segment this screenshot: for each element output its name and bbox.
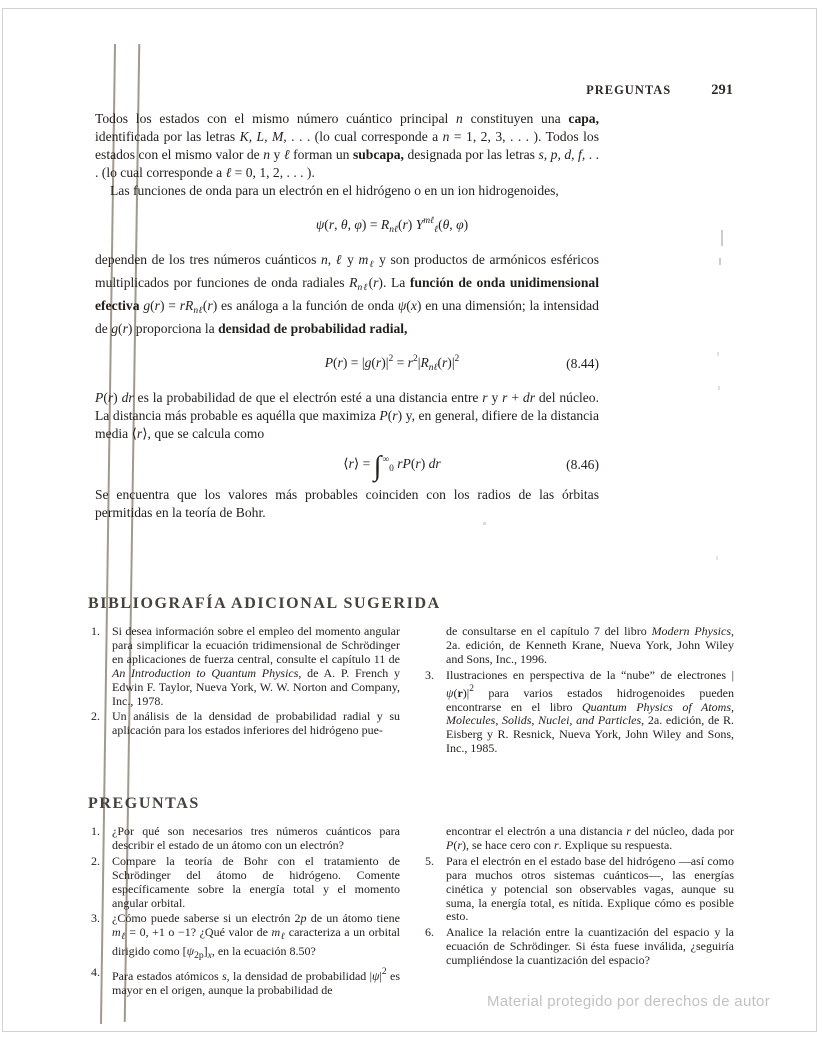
question-item: [422, 926, 734, 968]
equation-mean-radius: [95, 451, 599, 482]
item-number: 3.: [91, 911, 100, 926]
questions-right-column: [422, 825, 734, 1000]
questions-columns: [88, 825, 740, 1000]
paragraph-bohr-radii: Se encuentra que los valores más probables coinciden con los radios de las órbitas permitidas en la teoría de Bohr.: [95, 487, 599, 520]
page-number: 291: [711, 82, 733, 98]
bibliography-heading: BIBLIOGRAFÍA ADICIONAL SUGERIDA: [88, 595, 441, 612]
questions-left-column: [88, 825, 400, 1000]
bibliography-item: [88, 625, 400, 708]
item-number: 1.: [91, 824, 100, 838]
item-text: Analice la relación entre la cuantización del espacio y la ecuación de Schrödinger. Si ésta fuese inválida, ¿seguiría cumpliéndose la cuantización del espacio?: [446, 925, 734, 968]
questions-section: [88, 795, 740, 1000]
running-head: [586, 82, 733, 99]
scan-speck: [721, 230, 723, 246]
item-number: 5.: [425, 853, 434, 868]
item-text: Para estados atómicos s, la densidad de probabilidad $|\psi|^2$ es mayor en el origen, aunque la probabilidad de: [112, 967, 400, 998]
equation-radial-probability-body: $P(r) = |g(r)|^2 = r^2|R_{n\ell}(r)|^2$: [324, 354, 460, 373]
questions-heading: PREGUNTAS: [88, 795, 200, 812]
paragraph-probability-distance: P(r) dr es la probabilidad de que el electrón esté a una distancia entre r y r + dr del núcleo. La distancia más probable es aquélla que maximiza P(r) y, en general, difiere de la distancia media ⟨r⟩, que se calcula como: [95, 390, 599, 441]
item-text: ¿Cómo puede saberse si un electrón 2p de un átomo tiene $m_\ell = 0$, +1 o −1? ¿Qué valor de $m_\ell$ caracteriza a un orbital dirigido como $[\psi_{2p}]_x$, en la ecuación 8.50?: [112, 911, 401, 962]
main-text-column: [95, 110, 599, 522]
scan-speck: [716, 556, 718, 560]
bibliography-columns: [88, 625, 740, 758]
item-number: 6.: [425, 925, 434, 940]
item-text: Para el electrón en el estado base del hidrógeno —así como para muchos otros sistemas cuánticos—, las energías cinética y potencial son observables vagas, aunque su suma, la energía total, es nítida. Explique cómo es posible esto.: [446, 853, 734, 924]
question-item: [88, 912, 400, 964]
scan-speck: [718, 386, 720, 390]
equation-psi-body: ψ(r, θ, $\varphi) = R_{n\ell}(r)$ $Y^{m\ell}_\ell(\theta$, φ): [315, 216, 469, 235]
item-text: Un análisis de la densidad de probabilidad radial y su aplicación para los estados inferiores del hidrógeno pue-: [112, 709, 400, 738]
question-item: [88, 966, 400, 998]
scan-speck: [483, 522, 486, 525]
item-text: Si desea información sobre el empleo del momento angular para simplificar la ecuación tridimensional de Schrödinger en aplicaciones de fuerza central, consulte el capítulo 11 de An Introduction to Quantum Physics, de A. P. French y Edwin F. Taylor, Nueva York, W. W. Norton and Company, Inc., 1978.: [112, 624, 400, 708]
equation-number-844: (8.44): [566, 355, 599, 371]
question-item: [88, 855, 400, 911]
paragraph-shells-subshells: Todos los estados con el mismo número cuántico principal n constituyen una capa, identificada por las letras K, L, M, . . . (lo cual corresponde a n = 1, 2, 3, . . . ). Todos los estados con el mismo valor de n y ℓ forman un subcapa, designada por las letras s, p, d, f, . . . (lo cual corresponde a ℓ = 0, 1, 2, . . . ).: [95, 111, 600, 180]
paragraph-quantum-numbers: dependen de los tres números cuánticos n, ℓ y $m_\ell$ y son productos de armónicos esféricos multiplicados por funciones de onda radiales $R_{n\ell}(r)$. La función de onda unidimensional efectiva $g(r) = rR_{n\ell}(r)$ es análoga a la función de onda ψ(x) en una dimensión; la intensidad de g(r) proporciona la densidad de probabilidad radial,: [95, 252, 600, 336]
paragraph-wavefunctions-intro: Las funciones de onda para un electrón en el hidrógeno o en un ion hidrogenoides,: [110, 183, 559, 198]
item-number: 1.: [91, 624, 100, 638]
question-item: [422, 825, 734, 853]
equation-psi: [95, 212, 599, 239]
equation-radial-probability: [95, 350, 599, 377]
item-text: encontrar el electrón a una distancia r del núcleo, dada por P(r), se hace cero con r. Explique su respuesta.: [446, 824, 734, 852]
item-text: Compare la teoría de Bohr con el tratamiento de Schrödinger del átomo de hidrógeno. Comente específicamente sobre la energía total y el momento angular orbital.: [112, 853, 400, 910]
scan-speck: [719, 258, 721, 265]
running-head-title: PREGUNTAS: [586, 83, 672, 97]
question-item: [422, 855, 734, 925]
bibliography-item: [422, 625, 734, 667]
scan-speck: [717, 352, 719, 356]
item-text: de consultarse en el capítulo 7 del libro Modern Physics, 2a. edición, de Kenneth Krane, Nueva York, John Wiley and Sons, Inc., 1996.: [446, 624, 734, 666]
item-number: 3.: [425, 667, 434, 682]
item-number: 4.: [91, 965, 100, 980]
bibliography-left-column: [88, 625, 400, 758]
bibliography-right-column: [422, 625, 734, 758]
item-number: 2.: [91, 709, 100, 724]
item-text: Ilustraciones en perspectiva de la “nube” de electrones $|\psi(r)|^2$ para varios estados hidrogenoides pueden encontrarse en el libro Quantum Physics of Atoms, Molecules, Solids, Nuclei, and Particles, 2a. edición, de R. Eisberg y R. Resnick, Nueva York, John Wiley and Sons, Inc., 1985.: [446, 667, 734, 756]
item-text: ¿Por qué son necesarios tres números cuánticos para describir el estado de un átomo con un electrón?: [112, 824, 400, 852]
item-number: 2.: [91, 853, 100, 868]
question-item: [88, 825, 400, 853]
equation-mean-radius-body: ⟨r⟩ = $\int^\infty_0$ rP(r) dr: [343, 451, 441, 482]
bibliography-item: [422, 669, 734, 756]
copyright-watermark: Material protegido por derechos de autor: [487, 993, 770, 1010]
equation-number-846: (8.46): [566, 456, 599, 472]
bibliography-section: [88, 595, 740, 758]
bibliography-item: [88, 710, 400, 738]
